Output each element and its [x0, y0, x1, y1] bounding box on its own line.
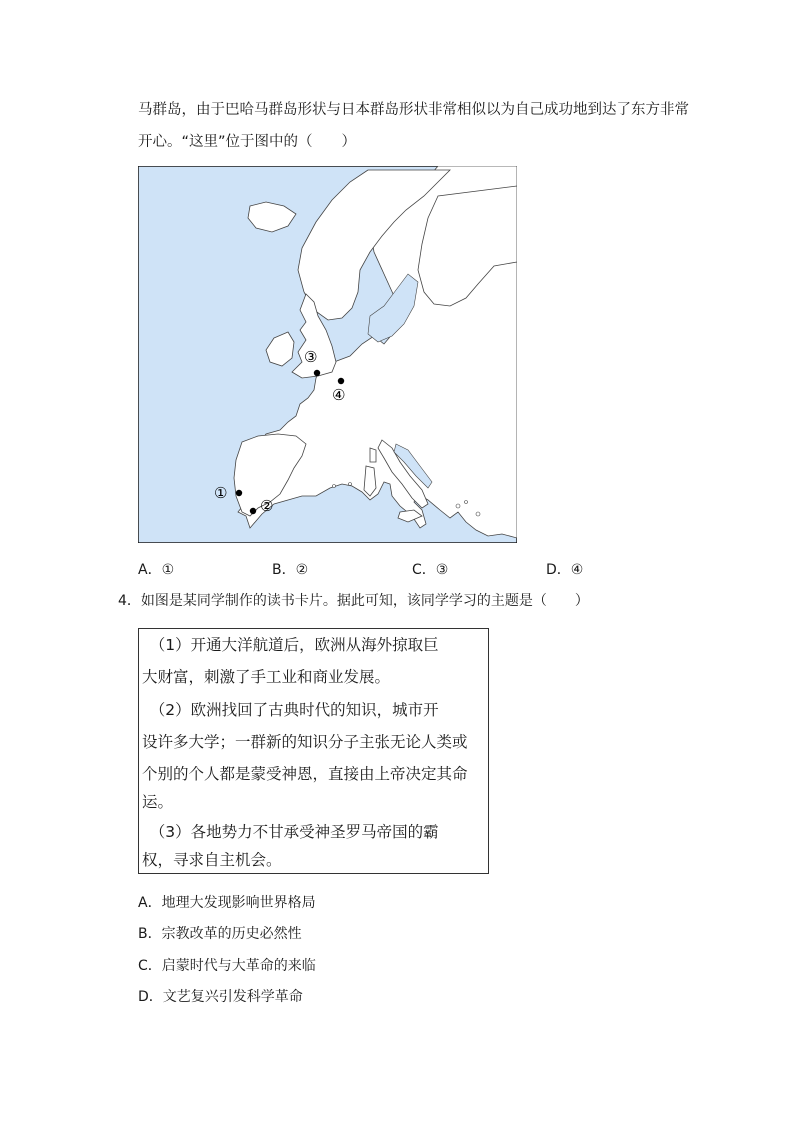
card-line-1: （1）开通大洋航道后，欧洲从海外掠取巨 — [142, 636, 439, 654]
marker-dot-1 — [236, 490, 242, 496]
marker-dot-4 — [338, 378, 344, 384]
option-a: A．① — [138, 562, 175, 578]
card-line-2: 大财富，刺激了手工业和商业发展。 — [142, 668, 391, 686]
marker-label-1: ① — [214, 484, 228, 502]
map-island — [333, 485, 336, 488]
option-d: D．④ — [546, 562, 584, 578]
marker-label-2: ② — [260, 497, 274, 515]
card-line-3: （2）欧洲找回了古典时代的知识，城市开 — [142, 701, 439, 719]
card-line-6: 运。 — [142, 793, 174, 811]
question4-option-c: C．启蒙时代与大革命的来临 — [138, 958, 316, 974]
option-b: B．② — [272, 562, 309, 578]
map-island — [476, 512, 480, 516]
card-line-4: 设许多大学；一群新的知识分子主张无论人类或 — [142, 733, 468, 751]
card-line-8: 权，寻求自主机会。 — [142, 851, 282, 869]
reading-card — [138, 628, 489, 874]
marker-label-4: ④ — [332, 386, 346, 404]
question4-option-b: B．宗教改革的历史必然性 — [138, 926, 302, 942]
map-island — [465, 501, 468, 504]
card-line-7: （3）各地势力不甘承受神圣罗马帝国的霸 — [142, 823, 439, 841]
marker-dot-2 — [250, 508, 256, 514]
question3-stem-line1: 马群岛，由于巴哈马群岛形状与日本群岛形状非常相似以为自己成功地到达了东方非常 — [138, 102, 689, 118]
marker-dot-3 — [314, 370, 320, 376]
question4-option-d: D．文艺复兴引发科学革命 — [138, 989, 303, 1005]
map-island — [349, 483, 352, 486]
europe-map — [138, 166, 517, 543]
question4-stem: 4．如图是某同学制作的读书卡片。据此可知，该同学学习的主题是（ ） — [118, 593, 589, 609]
question3-stem-line2: 开心。“这里”位于图中的（ ） — [138, 134, 357, 150]
marker-label-3: ③ — [304, 348, 318, 366]
question4-option-a: A．地理大发现影响世界格局 — [138, 895, 316, 911]
card-line-5: 个别的个人都是蒙受神恩，直接由上帝决定其命 — [142, 765, 468, 783]
map-corsica — [370, 448, 376, 462]
option-c: C．③ — [412, 562, 449, 578]
map-island — [456, 504, 460, 508]
